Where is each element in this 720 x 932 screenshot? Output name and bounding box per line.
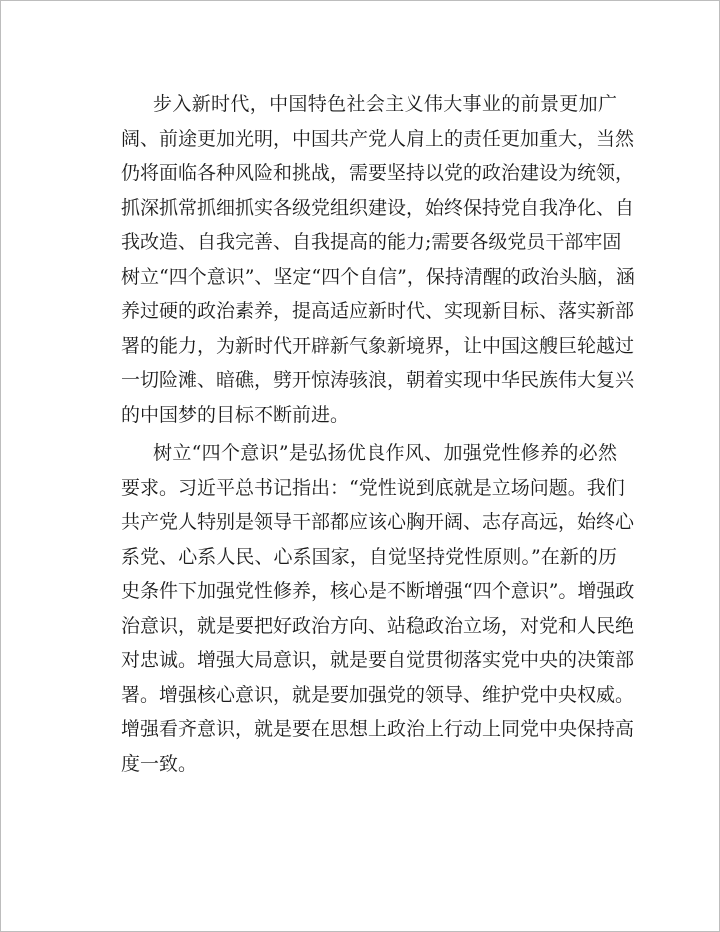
paragraph-2 bbox=[121, 436, 635, 781]
text-line: 署。增强核心意识，就是要加强党的领导、维护党中央权威。 bbox=[121, 683, 635, 706]
text-line: 度一致。 bbox=[121, 752, 198, 775]
text-line: 我改造、自我完善、自我提高的能力;需要各级党员干部牢固 bbox=[121, 231, 622, 253]
text-line: 的中国梦的目标不断前进。 bbox=[121, 403, 350, 426]
paragraph-1 bbox=[121, 87, 635, 432]
document-body bbox=[121, 87, 635, 781]
text-line: 要求。习近平总书记指出：“党性说到底就是立场问题。我们 bbox=[121, 476, 625, 499]
text-line: 树立“四个意识”是弘扬优良作风、加强党性修养的必然 bbox=[153, 442, 617, 464]
text-line: 阔、前途更加光明，中国共产党人肩上的责任更加重大，当然 bbox=[121, 127, 635, 150]
text-line: 增强看齐意识，就是要在思想上政治上行动上同党中央保持高 bbox=[121, 718, 635, 740]
text-line: 一切险滩、暗礁，劈开惊涛骇浪，朝着实现中华民族伟大复兴 bbox=[121, 369, 635, 391]
text-line: 步入新时代，中国特色社会主义伟大事业的前景更加广 bbox=[153, 93, 617, 115]
text-line: 仍将面临各种风险和挑战，需要坚持以党的政治建设为统领， bbox=[121, 162, 635, 184]
text-line: 署的能力，为新时代开辟新气象新境界，让中国这艘巨轮越过 bbox=[121, 334, 635, 357]
text-line: 抓深抓常抓细抓实各级党组织建设，始终保持党自我净化、自 bbox=[121, 196, 635, 219]
text-line: 树立“四个意识”、坚定“四个自信”，保持清醒的政治头脑，涵 bbox=[121, 265, 635, 288]
text-line: 系党、心系人民、心系国家，自觉坚持党性原则。”在新的历 bbox=[121, 545, 617, 568]
text-line: 史条件下加强党性修养，核心是不断增强“四个意识”。增强政 bbox=[121, 580, 635, 602]
text-line: 共产党人特别是领导干部都应该心胸开阔、志存高远，始终心 bbox=[121, 511, 635, 533]
text-line: 对忠诚。增强大局意识，就是要自觉贯彻落实党中央的决策部 bbox=[121, 649, 635, 671]
text-line: 养过硬的政治素养，提高适应新时代、实现新目标、落实新部 bbox=[121, 300, 635, 322]
text-line: 治意识，就是要把好政治方向、站稳政治立场，对党和人民绝 bbox=[121, 614, 635, 637]
